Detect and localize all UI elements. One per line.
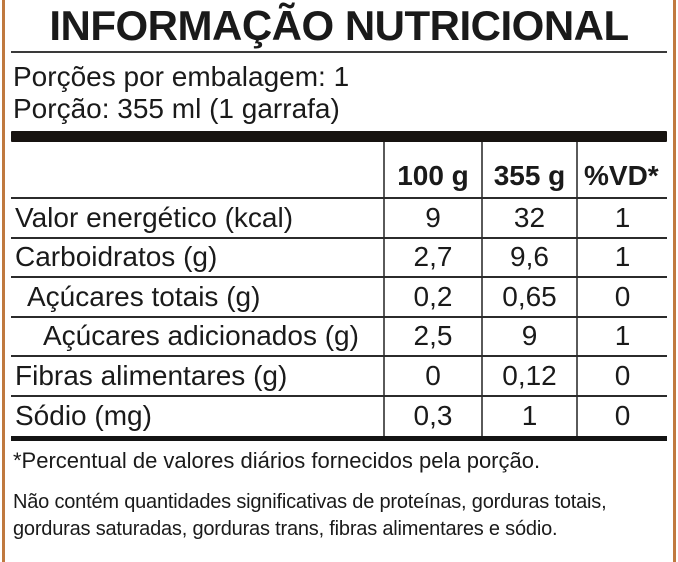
table-row-valor-energetico: [11, 199, 667, 239]
cell-per355: 9,6: [481, 239, 576, 277]
cell-vd: 0: [576, 357, 667, 395]
servings-per-package-text: Porções por embalagem: 1: [13, 61, 350, 92]
column-header-355g: 355 g: [481, 142, 576, 197]
cell-per100: 2,5: [383, 318, 481, 356]
cell-per355: 9: [481, 318, 576, 356]
title-divider: [11, 51, 667, 53]
cell-per355: 0,12: [481, 357, 576, 395]
nutrient-name: Sódio (mg): [15, 400, 152, 432]
cell-vd: 1: [576, 239, 667, 277]
cell-per355: 1: [481, 397, 576, 437]
serving-info: [11, 61, 667, 125]
table-row-sodio: [11, 397, 667, 437]
nutrient-name: Valor energético (kcal): [15, 201, 294, 233]
table-row-carboidratos: [11, 239, 667, 279]
table-row-fibras: [11, 357, 667, 397]
table-bottom-bar: [11, 436, 667, 441]
cell-per100: 0: [383, 357, 481, 395]
cell-per355: 0,65: [481, 278, 576, 316]
cell-vd: 0: [576, 278, 667, 316]
table-row-acucares-adicionados: [11, 318, 667, 358]
nutrient-name: Carboidratos (g): [15, 241, 218, 273]
table-row-acucares-totais: [11, 278, 667, 318]
cell-per100: 0,3: [383, 397, 481, 437]
portion-text: Porção: 355 ml (1 garrafa): [13, 93, 340, 124]
cell-per100: 0,2: [383, 278, 481, 316]
cell-per100: 9: [383, 199, 481, 237]
insignificant-amounts-note: Não contém quantidades significativas de proteínas, gorduras totais, gorduras saturadas, gorduras trans, fibras alimentares e sódio.: [13, 491, 607, 540]
nutrient-name: Açúcares adicionados (g): [43, 320, 359, 352]
nutrition-table: [11, 142, 667, 441]
cell-vd: 1: [576, 318, 667, 356]
cell-per100: 2,7: [383, 239, 481, 277]
section-divider-bar: [11, 131, 667, 142]
nutrition-label: [11, 0, 667, 543]
column-header-vd: %VD*: [576, 142, 667, 197]
page-title: INFORMAÇÃO NUTRICIONAL: [49, 2, 629, 49]
nutrient-name: Fibras alimentares (g): [15, 359, 288, 391]
column-header-100g: 100 g: [383, 142, 481, 197]
cell-per355: 32: [481, 199, 576, 237]
cell-vd: 1: [576, 199, 667, 237]
nutrient-name: Açúcares totais (g): [27, 280, 261, 312]
table-header-row: [11, 142, 667, 199]
daily-value-footnote: *Percentual de valores diários fornecidos pela porção.: [13, 448, 541, 473]
label-frame: [2, 0, 676, 562]
cell-vd: 0: [576, 397, 667, 437]
